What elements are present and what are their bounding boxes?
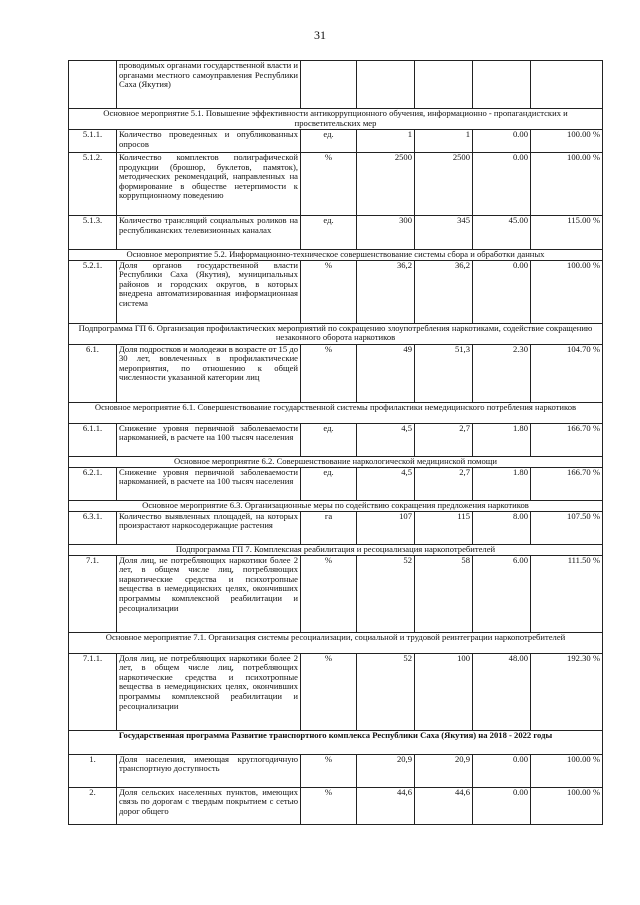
fact-value: 36,2 bbox=[415, 260, 473, 323]
indicators-table bbox=[68, 60, 603, 825]
fact-value: 44,6 bbox=[415, 787, 473, 824]
row-number: 7.1.1. bbox=[69, 653, 117, 730]
unit-cell: % bbox=[301, 260, 357, 323]
plan-value: 36,2 bbox=[357, 260, 415, 323]
indicator-name: Количество трансляций социальных роликов на республиканских телевизионных каналах bbox=[117, 216, 301, 250]
percent-value: 166.70 % bbox=[531, 423, 603, 456]
deviation-value: 0.00 bbox=[473, 260, 531, 323]
unit-cell: ед. bbox=[301, 130, 357, 153]
deviation-value: 1.80 bbox=[473, 423, 531, 456]
percent-value: 107.50 % bbox=[531, 511, 603, 544]
fact-value: 20,9 bbox=[415, 754, 473, 787]
deviation-value bbox=[473, 61, 531, 109]
section-header-row bbox=[69, 500, 603, 511]
plan-value: 1 bbox=[357, 130, 415, 153]
row-number: 5.2.1. bbox=[69, 260, 117, 323]
section-header-row bbox=[69, 402, 603, 423]
deviation-value: 6.00 bbox=[473, 555, 531, 632]
fact-value: 345 bbox=[415, 216, 473, 250]
unit-cell: % bbox=[301, 555, 357, 632]
row-number: 6.2.1. bbox=[69, 467, 117, 500]
section-header-row bbox=[69, 323, 603, 344]
table-row bbox=[69, 511, 603, 544]
unit-cell: % bbox=[301, 653, 357, 730]
deviation-value: 0.00 bbox=[473, 130, 531, 153]
fact-value: 115 bbox=[415, 511, 473, 544]
row-number: 5.1.3. bbox=[69, 216, 117, 250]
row-number: 6.1.1. bbox=[69, 423, 117, 456]
table-row bbox=[69, 344, 603, 402]
row-number: 6.1. bbox=[69, 344, 117, 402]
fact-value: 58 bbox=[415, 555, 473, 632]
section-title: Подпрограмма ГП 7. Комплексная реабилитация и ресоциализация наркопотребителей bbox=[69, 544, 603, 555]
percent-value: 104.70 % bbox=[531, 344, 603, 402]
fact-value: 2,7 bbox=[415, 423, 473, 456]
row-number: 2. bbox=[69, 787, 117, 824]
unit-cell: га bbox=[301, 511, 357, 544]
table-row bbox=[69, 467, 603, 500]
plan-value: 52 bbox=[357, 653, 415, 730]
plan-value: 4,5 bbox=[357, 467, 415, 500]
indicator-name: Количество комплектов полиграфической продукции (брошюр, буклетов, памяток), методических рекомендаций, направленных на формирование в обществе нетерпимости к коррупционному поведению bbox=[117, 153, 301, 216]
percent-value: 100.00 % bbox=[531, 153, 603, 216]
indicator-name: Количество выявленных площадей, на которых произрастают наркосодержащие растения bbox=[117, 511, 301, 544]
indicator-name: Снижение уровня первичной заболеваемости наркоманией, в расчете на 100 тысяч населения bbox=[117, 423, 301, 456]
plan-value: 2500 bbox=[357, 153, 415, 216]
section-title: Основное мероприятие 5.2. Информационно-техническое совершенствование системы сбора и обработки данных bbox=[69, 250, 603, 261]
percent-value: 100.00 % bbox=[531, 260, 603, 323]
section-header-row bbox=[69, 544, 603, 555]
deviation-value: 0.00 bbox=[473, 754, 531, 787]
indicator-name: Доля сельских населенных пунктов, имеющих связь по дорогам с твердым покрытием с сетью дорог общего bbox=[117, 787, 301, 824]
section-header-row bbox=[69, 109, 603, 130]
fact-value: 2,7 bbox=[415, 467, 473, 500]
fact-value: 51,3 bbox=[415, 344, 473, 402]
percent-value: 166.70 % bbox=[531, 467, 603, 500]
unit-cell: ед. bbox=[301, 216, 357, 250]
section-title: Основное мероприятие 6.2. Совершенствование наркологической медицинской помощи bbox=[69, 456, 603, 467]
percent-value bbox=[531, 61, 603, 109]
page-number: 31 bbox=[314, 28, 326, 42]
fact-value: 1 bbox=[415, 130, 473, 153]
indicator-name: Снижение уровня первичной заболеваемости наркоманией, в расчете на 100 тысяч населения bbox=[117, 467, 301, 500]
row-number: 5.1.2. bbox=[69, 153, 117, 216]
indicator-name: Доля подростков и молодежи в возрасте от 15 до 30 лет, вовлеченных в профилактические мероприятия, по отношению к общей численности указанной категории лиц bbox=[117, 344, 301, 402]
plan-value bbox=[357, 61, 415, 109]
section-header-row bbox=[69, 250, 603, 261]
deviation-value: 45.00 bbox=[473, 216, 531, 250]
program-title: Государственная программа Развитие транспортного комплекса Республики Саха (Якутия) на 2018 - 2022 годы bbox=[69, 730, 603, 754]
plan-value: 4,5 bbox=[357, 423, 415, 456]
percent-value: 192.30 % bbox=[531, 653, 603, 730]
unit-cell bbox=[301, 61, 357, 109]
plan-value: 20,9 bbox=[357, 754, 415, 787]
unit-cell: % bbox=[301, 344, 357, 402]
unit-cell: ед. bbox=[301, 467, 357, 500]
section-header-row bbox=[69, 632, 603, 653]
section-header-row bbox=[69, 456, 603, 467]
percent-value: 111.50 % bbox=[531, 555, 603, 632]
unit-cell: % bbox=[301, 754, 357, 787]
plan-value: 52 bbox=[357, 555, 415, 632]
table-row bbox=[69, 555, 603, 632]
indicator-name: Доля лиц, не потребляющих наркотики более 2 лет, в общем числе лиц, потребляющих наркотические средства и психотропные вещества в немедицинских целях, окончивших программы комплексной реабилитации и ресоциализации bbox=[117, 653, 301, 730]
section-title: Основное мероприятие 7.1. Организация системы ресоциализации, социальной и трудовой реинтеграции наркопотребителей bbox=[69, 632, 603, 653]
indicator-name: Доля населения, имеющая круглогодичную транспортную доступность bbox=[117, 754, 301, 787]
unit-cell: ед. bbox=[301, 423, 357, 456]
table-row bbox=[69, 216, 603, 250]
percent-value: 100.00 % bbox=[531, 130, 603, 153]
table-row bbox=[69, 653, 603, 730]
plan-value: 44,6 bbox=[357, 787, 415, 824]
program-header-row bbox=[69, 730, 603, 754]
fact-value bbox=[415, 61, 473, 109]
table-row bbox=[69, 153, 603, 216]
deviation-value: 0.00 bbox=[473, 153, 531, 216]
plan-value: 300 bbox=[357, 216, 415, 250]
unit-cell: % bbox=[301, 153, 357, 216]
percent-value: 100.00 % bbox=[531, 754, 603, 787]
indicator-name: проводимых органами государственной власти и органами местного самоуправления Республики Саха (Якутия) bbox=[117, 61, 301, 109]
section-title: Основное мероприятие 5.1. Повышение эффективности антикоррупционного обучения, информационно - пропагандистских и просветительских мер bbox=[69, 109, 603, 130]
deviation-value: 48.00 bbox=[473, 653, 531, 730]
indicator-name: Доля органов государственной власти Республики Саха (Якутия), муниципальных районов и городских округов, в которых внедрена автоматизированная информационная система bbox=[117, 260, 301, 323]
section-title: Основное мероприятие 6.1. Совершенствование государственной системы профилактики немедицинского потребления наркотиков bbox=[69, 402, 603, 423]
row-number bbox=[69, 61, 117, 109]
unit-cell: % bbox=[301, 787, 357, 824]
fact-value: 2500 bbox=[415, 153, 473, 216]
row-number: 7.1. bbox=[69, 555, 117, 632]
percent-value: 115.00 % bbox=[531, 216, 603, 250]
table-row bbox=[69, 423, 603, 456]
row-number: 1. bbox=[69, 754, 117, 787]
plan-value: 49 bbox=[357, 344, 415, 402]
indicator-name: Количество проведенных и опубликованных опросов bbox=[117, 130, 301, 153]
section-title: Основное мероприятие 6.3. Организационные меры по содействию сокращения предложения наркотиков bbox=[69, 500, 603, 511]
table-row bbox=[69, 61, 603, 109]
deviation-value: 0.00 bbox=[473, 787, 531, 824]
row-number: 6.3.1. bbox=[69, 511, 117, 544]
table-row bbox=[69, 754, 603, 787]
deviation-value: 1.80 bbox=[473, 467, 531, 500]
row-number: 5.1.1. bbox=[69, 130, 117, 153]
plan-value: 107 bbox=[357, 511, 415, 544]
table-row bbox=[69, 260, 603, 323]
table-row bbox=[69, 130, 603, 153]
section-title: Подпрограмма ГП 6. Организация профилактических мероприятий по сокращению злоупотребления наркотиками, содействие сокращению незаконного оборота наркотиков bbox=[69, 323, 603, 344]
deviation-value: 2.30 bbox=[473, 344, 531, 402]
fact-value: 100 bbox=[415, 653, 473, 730]
table-row bbox=[69, 787, 603, 824]
percent-value: 100.00 % bbox=[531, 787, 603, 824]
deviation-value: 8.00 bbox=[473, 511, 531, 544]
indicator-name: Доля лиц, не потребляющих наркотики более 2 лет, в общем числе лиц, потребляющих наркотические средства и психотропные вещества в немедицинских целях, окончивших программы комплексной реабилитации и ресоциализации bbox=[117, 555, 301, 632]
